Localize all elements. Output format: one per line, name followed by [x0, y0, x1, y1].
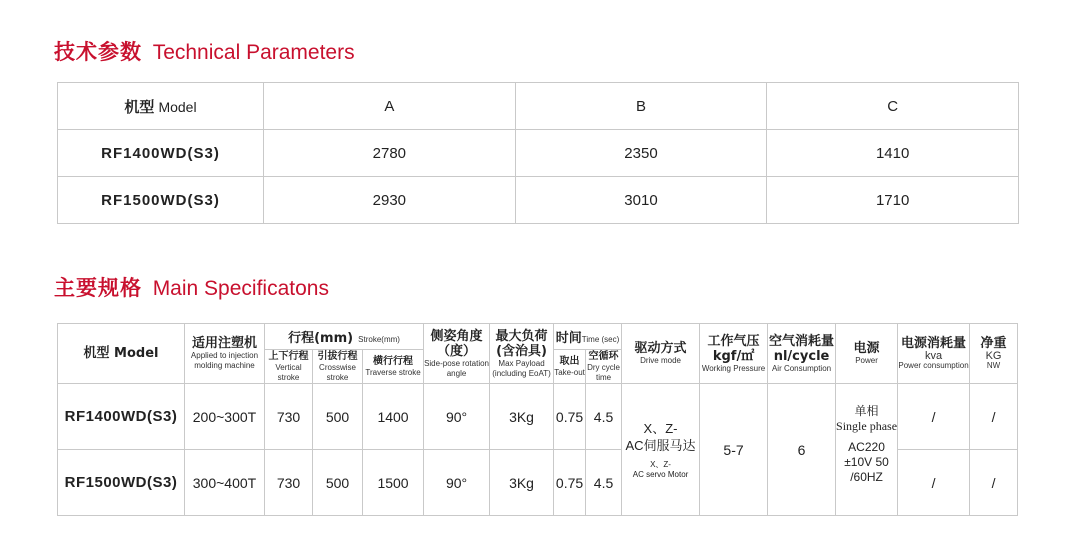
dry-cycle-cell: 4.5 [586, 384, 622, 450]
machine-cell: 200~300T [185, 384, 265, 450]
angle-cell: 90° [424, 450, 490, 516]
title-cn: 主要规格 [54, 276, 142, 300]
traverse-stroke-header: 横行行程 Traverse stroke [363, 350, 424, 384]
vertical-cell: 730 [265, 450, 313, 516]
drive-cell: X、Z- AC伺服马达 X、Z- AC servo Motor [622, 384, 700, 516]
vertical-cell: 730 [265, 384, 313, 450]
machine-cell: 300~400T [185, 450, 265, 516]
table-row [58, 177, 1019, 224]
title-en: Technical Parameters [152, 41, 355, 64]
model-header: 机型 Model [58, 324, 185, 384]
payload-cell: 3Kg [490, 450, 554, 516]
power-cell: 单相 Single phase AC220 ±10V 50 /60HZ [836, 384, 898, 516]
value-c: 1410 [767, 130, 1019, 177]
value-a: 2930 [264, 177, 516, 224]
technical-parameters-table [57, 82, 1019, 224]
title-cn: 技术参数 [54, 40, 142, 64]
title-en: Main Specificatons [152, 277, 329, 300]
air-cell: 6 [768, 384, 836, 516]
crosswise-stroke-header: 引拔行程 Crosswise stroke [313, 350, 363, 384]
model-cell: RF1500WD(S3) [58, 177, 264, 224]
crosswise-cell: 500 [313, 384, 363, 450]
value-c: 1710 [767, 177, 1019, 224]
angle-cell: 90° [424, 384, 490, 450]
traverse-cell: 1500 [363, 450, 424, 516]
table-row [58, 130, 1019, 177]
pressure-header: 工作气压 kgf/㎡ Working Pressure [700, 324, 768, 384]
dry-cycle-cell: 4.5 [586, 450, 622, 516]
value-a: 2780 [264, 130, 516, 177]
payload-cell: 3Kg [490, 384, 554, 450]
table-header-row [58, 83, 1019, 130]
time-header: 时间Time (sec) [554, 324, 622, 350]
model-cell: RF1400WD(S3) [58, 384, 185, 450]
vertical-stroke-header: 上下行程 Vertical stroke [265, 350, 313, 384]
model-cell: RF1400WD(S3) [58, 130, 264, 177]
table-row [58, 384, 1018, 450]
air-header: 空气消耗量 nl/cycle Air Consumption [768, 324, 836, 384]
col-b-header: B [515, 83, 767, 130]
value-b: 3010 [515, 177, 767, 224]
model-header: 机型 Model [58, 83, 264, 130]
takeout-header: 取出 Take-out [554, 350, 586, 384]
takeout-cell: 0.75 [554, 450, 586, 516]
weight-header: 净重 KG NW [970, 324, 1018, 384]
payload-header: 最大负荷 (含治具) Max Payload (including EoAT) [490, 324, 554, 384]
main-specifications-title [54, 272, 329, 302]
weight-cell: / [970, 450, 1018, 516]
pressure-cell: 5-7 [700, 384, 768, 516]
crosswise-cell: 500 [313, 450, 363, 516]
traverse-cell: 1400 [363, 384, 424, 450]
stroke-header: 行程(mm) Stroke(mm) [265, 324, 424, 350]
drive-header: 驱动方式 Drive mode [622, 324, 700, 384]
col-c-header: C [767, 83, 1019, 130]
angle-header: 侧姿角度 （度） Side-pose rotation angle [424, 324, 490, 384]
machine-header: 适用注塑机 Applied to injection molding machine [185, 324, 265, 384]
power-header: 电源 Power [836, 324, 898, 384]
takeout-cell: 0.75 [554, 384, 586, 450]
consumption-cell: / [898, 450, 970, 516]
weight-cell: / [970, 384, 1018, 450]
main-specifications-table [57, 323, 1018, 516]
value-b: 2350 [515, 130, 767, 177]
consumption-cell: / [898, 384, 970, 450]
model-cell: RF1500WD(S3) [58, 450, 185, 516]
spec-header-row-1 [58, 324, 1018, 350]
consumption-header: 电源消耗量 kva Power consumption [898, 324, 970, 384]
technical-parameters-title [54, 36, 355, 66]
col-a-header: A [264, 83, 516, 130]
dry-cycle-header: 空循环 Dry cycle time [587, 350, 620, 382]
